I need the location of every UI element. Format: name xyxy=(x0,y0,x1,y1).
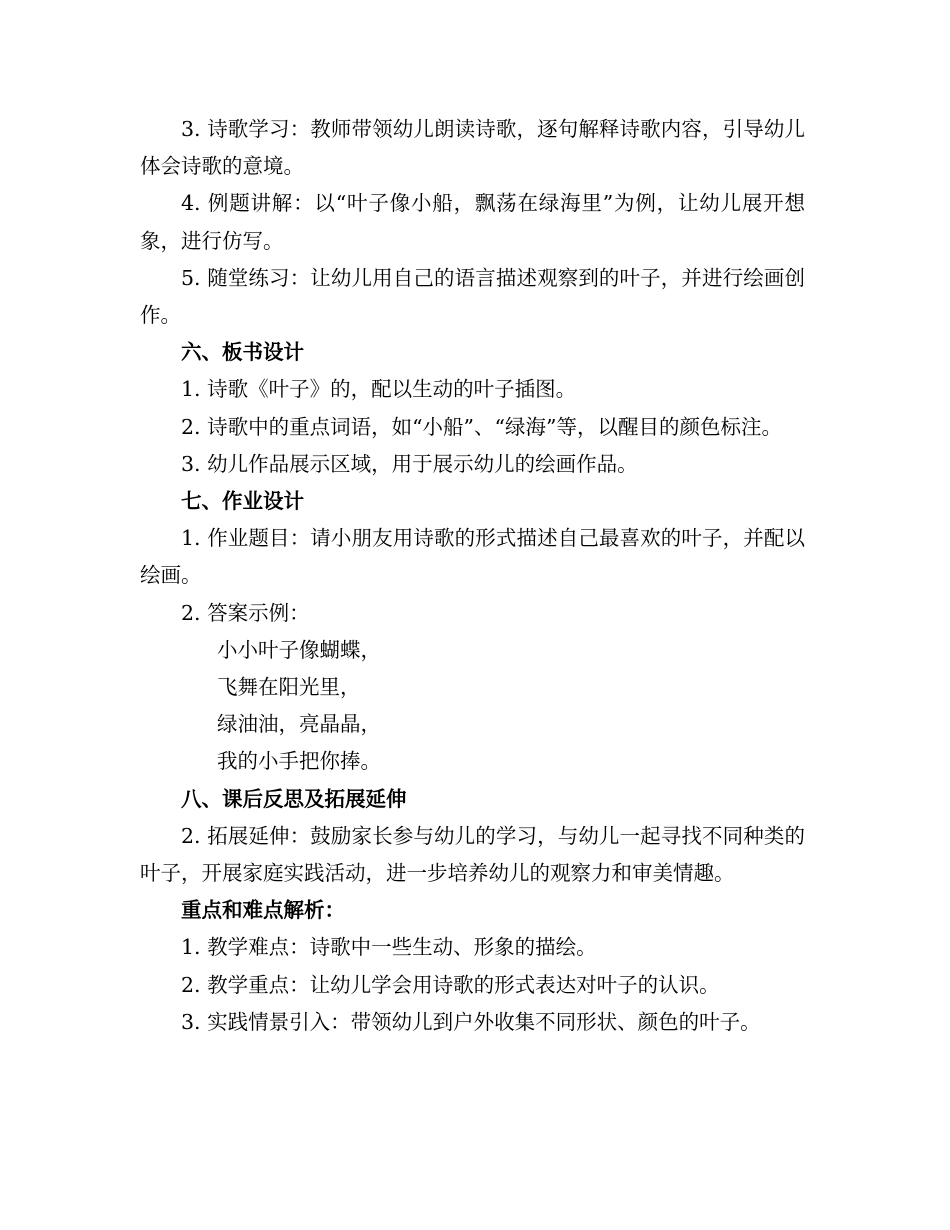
paragraph-classroom-practice: 5. 随堂练习：让幼儿用自己的语言描述观察到的叶子，并进行绘画创作。 xyxy=(140,265,805,328)
paragraph-poem-study: 3. 诗歌学习：教师带领幼儿朗读诗歌，逐句解释诗歌内容，引导幼儿体会诗歌的意境。 xyxy=(140,117,805,179)
paragraph-board-item-3: 3. 幼儿作品展示区域，用于展示幼儿的绘画作品。 xyxy=(181,451,638,476)
paragraph-practice-intro: 3. 实践情景引入：带领幼儿到户外收集不同形状、颜色的叶子。 xyxy=(181,1009,761,1034)
paragraph-difficult-point: 1. 教学难点：诗歌中一些生动、形象的描绘。 xyxy=(181,935,597,960)
poem-line-1: 小小叶子像蝴蝶， xyxy=(217,637,381,662)
poem-line-2: 飞舞在阳光里， xyxy=(217,675,361,700)
poem-line-3: 绿油油，亮晶晶， xyxy=(217,712,381,737)
heading-homework-design: 七、作业设计 xyxy=(181,489,304,514)
heading-board-design: 六、板书设计 xyxy=(181,340,304,365)
poem-line-4: 我的小手把你捧。 xyxy=(217,749,381,774)
document-page xyxy=(140,111,805,1041)
paragraph-example-explanation: 4. 例题讲解：以“叶子像小船，飘荡在绿海里”为例，让幼儿展开想象，进行仿写。 xyxy=(140,191,805,253)
paragraph-board-item-2: 2. 诗歌中的重点词语，如“小船”、“绿海”等，以醒目的颜色标注。 xyxy=(181,414,782,439)
paragraph-key-point: 2. 教学重点：让幼儿学会用诗歌的形式表达对叶子的认识。 xyxy=(181,972,720,997)
paragraph-extension: 2. 拓展延伸：鼓励家长参与幼儿的学习，与幼儿一起寻找不同种类的叶子，开展家庭实践活动，进一步培养幼儿的观察力和审美情趣。 xyxy=(140,823,805,886)
paragraph-board-item-1: 1. 诗歌《叶子》的，配以生动的叶子插图。 xyxy=(181,377,577,402)
heading-key-difficult-points: 重点和难点解析： xyxy=(181,898,345,923)
heading-reflection-extension: 八、课后反思及拓展延伸 xyxy=(181,786,407,811)
paragraph-homework-task: 1. 作业题目：请小朋友用诗歌的形式描述自己最喜欢的叶子，并配以绘画。 xyxy=(140,526,805,588)
paragraph-answer-example: 2. 答案示例： xyxy=(181,600,310,625)
